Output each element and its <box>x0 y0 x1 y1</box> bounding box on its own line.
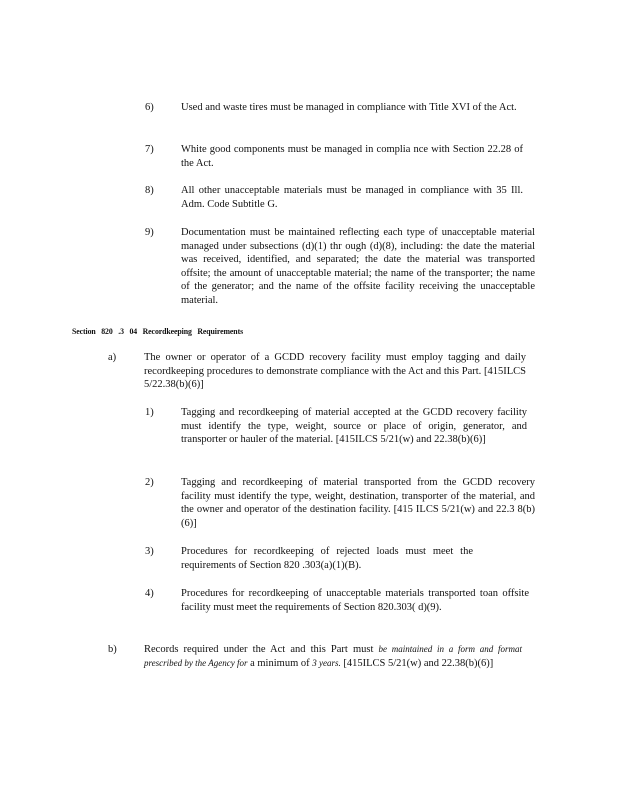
list-item <box>145 476 545 532</box>
paragraph-text-part: a minimum of <box>250 657 310 669</box>
paragraph-text-part: Records required under the Act and this Part must <box>144 644 374 655</box>
item-text: Documentation must be maintained reflecting each type of unacceptable material managed under subsections (d)(1) thr ough (d)(8), including: the date the material was received, identified, and separated; the date the material was transported offsite; the amount of unacceptable material; the name of the transporter; the name of the generator; and the name of the offsite facility receiving the unacceptable material. <box>181 227 535 306</box>
item-text: Used and waste tires must be managed in compliance with Title XVI of the Act. <box>181 102 517 113</box>
item-number: 7) <box>145 144 154 155</box>
item-text: White good components must be managed in complia nce with Section 22.28 of the Act. <box>181 144 523 169</box>
list-item <box>145 226 545 310</box>
list-item <box>145 101 545 129</box>
paragraph-a <box>108 351 538 393</box>
item-number: 6) <box>145 102 154 113</box>
paragraph-text-italic: be maintained in a form and format prescribed by the Agency for <box>144 644 522 668</box>
list-item <box>145 143 545 171</box>
item-number: 2) <box>145 477 154 488</box>
paragraph-text: The owner or operator of a GCDD recovery facility must employ tagging and daily recordkeeping procedures to demonstrate compliance with the Act and this Part. [415ILCS 5/22.38(b)(6)] <box>144 352 526 391</box>
item-text: Tagging and recordkeeping of material transported from the GCDD recovery facility must identify the type, weight, destination, transporter of the material, and the owner and operator of the destination facility. [415 ILCS 5/21(w) and 22.3 8(b)(6)] <box>181 477 535 529</box>
paragraph-b <box>108 643 538 685</box>
item-text: Procedures for recordkeeping of unacceptable materials transported toan offsite facility must meet the requirements of Section 820.303( d)(9). <box>181 588 529 613</box>
list-item <box>145 545 545 573</box>
list-item <box>145 406 545 462</box>
section-heading: Section 820 .3 04 Recordkeeping Requirements <box>72 326 244 336</box>
item-number: 4) <box>145 588 154 599</box>
paragraph-text <box>144 643 522 670</box>
item-number: 8) <box>145 185 154 196</box>
paragraph-label: b) <box>108 644 117 655</box>
paragraph-text-part: [415ILCS 5/21(w) and 22.38(b)(6)] <box>343 657 494 669</box>
list-item <box>145 184 545 212</box>
item-text: Procedures for recordkeeping of rejected loads must meet the requirements of Section 820 .303(a)(1)(B). <box>181 546 473 571</box>
paragraph-text-italic: 3 years. <box>312 657 341 668</box>
item-number: 1) <box>145 407 154 418</box>
paragraph-label: a) <box>108 352 117 363</box>
item-number: 3) <box>145 546 154 557</box>
item-number: 9) <box>145 227 154 238</box>
item-text: Tagging and recordkeeping of material accepted at the GCDD recovery facility must identify the type, weight, source or place of origin, generator, and transporter or hauler of the material. [415ILCS 5/21(w) and 22.38(b)(6)] <box>181 407 527 446</box>
item-text: All other unacceptable materials must be managed in compliance with 35 Ill. Adm. Code Subtitle G. <box>181 185 523 210</box>
list-item <box>145 587 545 615</box>
